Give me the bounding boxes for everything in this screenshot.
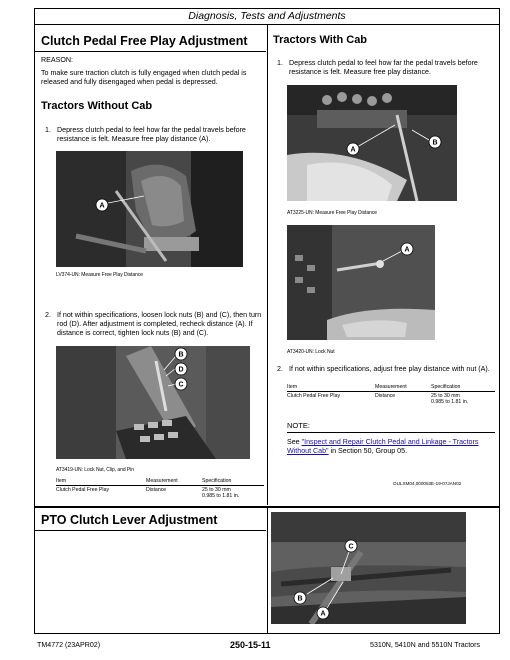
section-title-clutch-pedal: Clutch Pedal Free Play Adjustment <box>41 34 248 48</box>
figure-caption: AT3225-UN: Measure Free Play Distance <box>287 210 378 216</box>
step-text: If not within specifications, adjust free play distance with nut (A). <box>289 365 490 373</box>
footer-page-number: 250-15-11 <box>230 640 271 650</box>
step-number: 2. <box>277 365 283 373</box>
table-cell: Distance <box>375 393 396 399</box>
see-suffix: in Section 50, Group 05. <box>328 447 408 455</box>
note-label: NOTE: <box>287 421 310 430</box>
callout-c: C <box>348 543 354 551</box>
figure-caption: AT3419-UN: Lock Nut, Clip, and Pin <box>56 467 134 473</box>
photo-pto-clutch-lever <box>271 512 466 624</box>
table-row <box>287 392 495 406</box>
table-header: Measurement <box>146 478 202 486</box>
reference-code: OULXM04,000053E-19-07JAN02 <box>393 481 462 486</box>
table-header: Specification <box>431 384 495 392</box>
table-header: Measurement <box>375 384 431 392</box>
figure-caption: AT3420-UN: Lock Nut <box>287 349 335 355</box>
subsection-tractors-without-cab: Tractors Without Cab <box>41 100 153 112</box>
reason-text: To make sure traction clutch is fully engaged when clutch pedal is released and fully disengaged when pedal is depressed. <box>41 69 247 86</box>
column-divider <box>267 507 268 634</box>
callout-a: A <box>99 202 105 210</box>
photo-measure-free-play-cab <box>287 85 457 201</box>
footer-tractor-models: 5310N, 5410N and 5510N Tractors <box>370 641 481 649</box>
callout-b: B <box>178 351 184 359</box>
figure-caption: LV374-UN: Measure Free Play Distance <box>56 272 144 278</box>
step-number: 2. <box>45 311 51 319</box>
callout-d: D <box>178 366 184 374</box>
reason-label: REASON: <box>41 56 73 64</box>
pto-title-rule <box>34 530 266 531</box>
inspect-repair-clutch-link[interactable]: "Inspect and Repair Clutch Pedal and Linkage - Tractors Without Cab" <box>287 438 479 455</box>
section-title-tractors-with-cab: Tractors With Cab <box>273 34 368 46</box>
section-title-pto-clutch: PTO Clutch Lever Adjustment <box>41 513 218 527</box>
table-cell: Clutch Pedal Free Play <box>287 393 341 399</box>
table-cell: Clutch Pedal Free Play <box>56 487 110 493</box>
step-number: 1. <box>45 126 51 134</box>
photo-lock-nut-clip-pin <box>56 346 250 459</box>
spec-table-cab <box>287 384 495 405</box>
table-cell: Distance <box>146 487 167 493</box>
photo-measure-free-play-no-cab <box>56 151 243 267</box>
spec-table-no-cab <box>56 478 264 499</box>
table-row <box>56 486 264 500</box>
table-cell: 25 to 30 mm <box>431 393 460 399</box>
step-text: If not within specifications, loosen lock nuts (B) and (C), then turn rod (D). After adjustment is completed, recheck distance (A). If distance is correct, tighten lock nuts (B) and (C). <box>57 311 262 337</box>
step-text: Depress clutch pedal to feel how far the pedal travels before resistance is felt. Measure free play distance (A). <box>57 126 246 143</box>
callout-c: C <box>178 381 184 389</box>
table-cell: 25 to 30 mm <box>202 487 231 493</box>
column-divider <box>267 25 268 505</box>
table-header: Item <box>287 384 375 392</box>
callout-b: B <box>432 139 438 147</box>
left-title-rule <box>34 51 266 52</box>
callout-b: B <box>297 595 303 603</box>
table-cell: 0.985 to 1.81 in. <box>202 493 240 499</box>
footer-manual-id: TM4772 (23APR02) <box>37 641 101 649</box>
see-prefix: See <box>287 438 302 446</box>
photo-lock-nut <box>287 225 435 340</box>
step-number: 1. <box>277 59 283 67</box>
callout-a: A <box>350 146 356 154</box>
table-header: Specification <box>202 478 264 486</box>
callout-a: A <box>404 246 410 254</box>
table-header: Item <box>56 478 146 486</box>
callout-a: A <box>320 610 326 618</box>
step-text: Depress clutch pedal to feel how far the pedal travels before resistance is felt. Measure free play distance. <box>289 59 478 76</box>
note-rule <box>287 432 495 433</box>
see-reference <box>287 438 495 456</box>
table-cell: 0.985 to 1.81 in. <box>431 399 469 405</box>
page-header-title: Diagnosis, Tests and Adjustments <box>188 10 346 22</box>
